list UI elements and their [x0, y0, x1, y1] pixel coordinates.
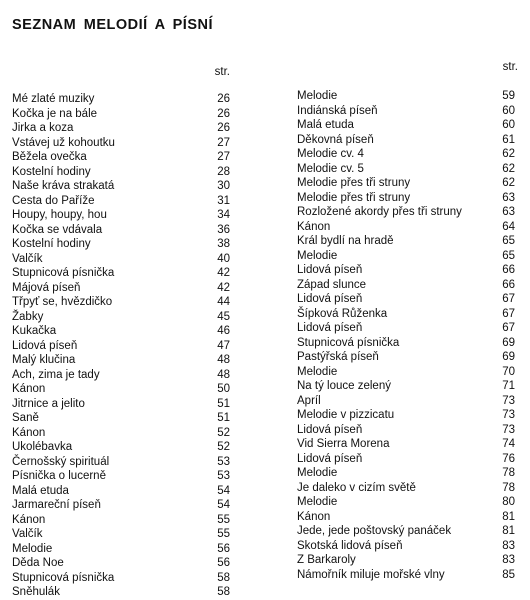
index-entry — [297, 104, 515, 119]
entry-page-number: 42 — [217, 281, 230, 294]
index-entry — [12, 484, 230, 499]
index-entry — [12, 107, 230, 122]
entry-page-number: 65 — [502, 235, 515, 247]
entry-title: Melodie cv. 5 — [297, 162, 364, 175]
right-column — [297, 57, 518, 582]
index-entry — [297, 423, 515, 438]
entry-title: Lidová píseň — [12, 339, 78, 352]
index-entry — [12, 556, 230, 571]
entry-page-number: 83 — [502, 539, 515, 552]
entry-title: Melodie přes tři struny — [297, 177, 411, 189]
left-column — [12, 62, 230, 600]
index-entry — [12, 513, 230, 528]
entry-page-number: 71 — [502, 380, 515, 392]
index-entry — [297, 365, 515, 380]
index-entry — [12, 585, 230, 600]
entry-title: Melodie v pizzicatu — [297, 409, 395, 421]
entry-title: Černošský spirituál — [12, 455, 110, 468]
entry-page-number: 48 — [217, 368, 230, 381]
index-entry — [297, 118, 515, 133]
entry-title: Lidová píseň — [297, 423, 363, 436]
entry-title: Běžela ovečka — [12, 151, 87, 163]
entry-title: Valčík — [12, 528, 43, 540]
index-entry — [297, 147, 515, 162]
entry-title: Melodie přes tři struny — [297, 191, 411, 204]
index-entry — [12, 92, 230, 107]
entry-page-number: 26 — [217, 93, 230, 105]
index-entry — [297, 133, 515, 148]
entry-title: Písnička o lucerně — [12, 470, 106, 482]
entry-page-number: 42 — [217, 267, 230, 279]
entry-page-number: 69 — [502, 351, 515, 363]
entry-page-number: 36 — [217, 223, 230, 236]
entry-page-number: 81 — [502, 525, 515, 537]
index-entry — [12, 426, 230, 441]
entry-title: Houpy, houpy, hou — [12, 209, 107, 221]
index-entry — [297, 292, 515, 307]
entry-page-number: 74 — [502, 438, 515, 450]
entry-title: Stupnicová písnička — [12, 267, 115, 279]
entry-page-number: 26 — [217, 122, 230, 134]
left-column-header — [12, 62, 230, 80]
index-entry — [297, 408, 515, 423]
entry-title: Melodie — [297, 249, 338, 262]
entry-page-number: 85 — [502, 568, 515, 581]
entry-page-number: 60 — [502, 119, 515, 131]
entry-page-number: 52 — [217, 441, 230, 453]
index-entry — [297, 350, 515, 365]
index-entry — [12, 165, 230, 180]
index-entry — [297, 89, 515, 104]
entry-title: Kánon — [12, 426, 46, 439]
index-entry — [12, 368, 230, 383]
entry-page-number: 45 — [217, 310, 230, 323]
entry-page-number: 73 — [502, 394, 515, 407]
entry-title: Melodie — [297, 365, 338, 378]
index-entry — [297, 553, 515, 568]
entry-page-number: 53 — [217, 470, 230, 482]
entry-page-number: 44 — [217, 296, 230, 308]
index-entry — [12, 208, 230, 223]
entry-page-number: 80 — [502, 496, 515, 508]
entry-title: Melodie cv. 4 — [297, 148, 364, 160]
entry-title: Kostelní hodiny — [12, 165, 91, 178]
entry-page-number: 73 — [502, 409, 515, 421]
entry-page-number: 66 — [502, 264, 515, 276]
index-entry — [12, 310, 230, 325]
entry-title: Jede, jede poštovský panáček — [297, 525, 452, 537]
index-entry — [12, 194, 230, 209]
entry-page-number: 81 — [502, 510, 515, 523]
entry-page-number: 30 — [217, 180, 230, 192]
entry-page-number: 52 — [217, 426, 230, 439]
entry-page-number: 67 — [502, 293, 515, 305]
index-entry — [12, 527, 230, 542]
index-entry — [297, 379, 515, 394]
index-entry — [297, 437, 515, 452]
entry-title: Májová píseň — [12, 281, 81, 294]
entry-page-number: 55 — [217, 513, 230, 526]
index-entry — [297, 263, 515, 278]
index-entry — [12, 542, 230, 557]
page-title: SEZNAM MELODIÍ A PÍSNÍ — [12, 17, 213, 33]
index-entry — [12, 440, 230, 455]
entry-title: Skotská lidová píseň — [297, 539, 403, 552]
entry-page-number: 65 — [502, 249, 515, 262]
entry-page-number: 64 — [502, 220, 515, 233]
index-entry — [297, 568, 515, 583]
entry-page-number: 69 — [502, 336, 515, 349]
entry-title: Třpyť se, hvězdičko — [12, 296, 113, 308]
entry-title: Král bydlí na hradě — [297, 235, 394, 247]
entry-title: Jarmareční píseň — [12, 499, 101, 511]
entry-title: Západ slunce — [297, 278, 367, 291]
entry-page-number: 56 — [217, 542, 230, 555]
entry-title: Kočka se vdávala — [12, 223, 103, 236]
entry-title: Indiánská píseň — [297, 104, 378, 117]
entry-title: Melodie — [297, 467, 338, 479]
entry-page-number: 40 — [217, 252, 230, 265]
index-entry — [297, 466, 515, 481]
entry-page-number: 46 — [217, 325, 230, 337]
index-entry — [297, 162, 515, 177]
entry-page-number: 59 — [502, 90, 515, 102]
entry-title: Na tý louce zelený — [297, 380, 391, 392]
entry-title: Stupnicová písnička — [12, 571, 115, 584]
entry-page-number: 31 — [217, 194, 230, 207]
entry-title: Lidová píseň — [297, 293, 363, 305]
index-entry — [297, 495, 515, 510]
entry-title: Melodie — [297, 90, 338, 102]
entry-title: Mé zlaté muziky — [12, 93, 95, 105]
entry-title: Žabky — [12, 310, 44, 323]
right-index-list — [297, 89, 515, 582]
entry-title: Kukačka — [12, 325, 57, 337]
index-entry — [12, 295, 230, 310]
entry-page-number: 56 — [217, 557, 230, 569]
index-entry — [297, 176, 515, 191]
entry-title: Sněhulák — [12, 586, 60, 598]
entry-title: Pastýřská píseň — [297, 351, 379, 363]
entry-title: Kočka je na bále — [12, 107, 98, 120]
index-entry — [12, 179, 230, 194]
entry-title: Stupnicová písnička — [297, 336, 400, 349]
entry-title: Je daleko v cizím světě — [297, 481, 416, 494]
index-entry — [12, 411, 230, 426]
entry-title: Z Barkaroly — [297, 554, 356, 566]
entry-title: Valčík — [12, 252, 43, 265]
entry-page-number: 48 — [217, 354, 230, 366]
entry-title: Malý klučina — [12, 354, 76, 366]
index-entry — [297, 394, 515, 409]
entry-page-number: 78 — [502, 481, 515, 494]
index-entry — [297, 336, 515, 351]
entry-page-number: 50 — [217, 383, 230, 395]
index-entry — [12, 150, 230, 165]
entry-title: Saně — [12, 412, 39, 424]
entry-page-number: 62 — [502, 177, 515, 189]
entry-page-number: 62 — [502, 148, 515, 160]
index-entry — [297, 510, 515, 525]
entry-page-number: 51 — [217, 397, 230, 410]
index-entry — [297, 539, 515, 554]
entry-title: Šípková Růženka — [297, 307, 388, 320]
index-entry — [12, 281, 230, 296]
index-entry — [12, 324, 230, 339]
index-entry — [297, 249, 515, 264]
entry-page-number: 54 — [217, 499, 230, 511]
entry-page-number: 58 — [217, 571, 230, 584]
entry-title: Děkovná píseň — [297, 133, 374, 146]
index-entry — [297, 452, 515, 467]
entry-title: Ach, zima je tady — [12, 368, 100, 381]
right-column-header — [297, 57, 518, 75]
entry-title: Námořník miluje mořské vlny — [297, 568, 445, 581]
index-entry — [12, 223, 230, 238]
index-entry — [297, 234, 515, 249]
page-column-label: str. — [214, 66, 230, 78]
entry-title: Kánon — [297, 510, 331, 523]
entry-page-number: 58 — [217, 586, 230, 598]
left-index-list — [12, 92, 230, 600]
index-entry — [12, 382, 230, 397]
entry-page-number: 73 — [502, 423, 515, 436]
entry-page-number: 51 — [217, 412, 230, 424]
entry-page-number: 66 — [502, 278, 515, 291]
entry-page-number: 60 — [502, 104, 515, 117]
entry-page-number: 38 — [217, 238, 230, 250]
index-entry — [12, 469, 230, 484]
entry-page-number: 53 — [217, 455, 230, 468]
entry-title: Kostelní hodiny — [12, 238, 91, 250]
page-column-label: str. — [502, 61, 518, 73]
entry-page-number: 63 — [502, 191, 515, 204]
index-entry — [12, 266, 230, 281]
entry-title: Kánon — [12, 383, 46, 395]
entry-title: Malá etuda — [297, 119, 354, 131]
entry-page-number: 70 — [502, 365, 515, 378]
entry-title: Lidová píseň — [297, 264, 363, 276]
entry-page-number: 63 — [502, 206, 515, 218]
entry-title: Kánon — [297, 220, 331, 233]
entry-page-number: 83 — [502, 554, 515, 566]
entry-page-number: 27 — [217, 136, 230, 149]
entry-title: Vid Sierra Morena — [297, 438, 390, 450]
entry-title: Lidová píseň — [297, 322, 363, 334]
index-entry — [297, 205, 515, 220]
entry-title: Jitrnice a jelito — [12, 397, 85, 410]
index-entry — [12, 571, 230, 586]
entry-title: Cesta do Paříže — [12, 194, 95, 207]
index-entry — [12, 498, 230, 513]
entry-title: Naše kráva strakatá — [12, 180, 115, 192]
entry-page-number: 28 — [217, 165, 230, 178]
entry-title: Jirka a koza — [12, 122, 74, 134]
index-entry — [12, 121, 230, 136]
entry-page-number: 34 — [217, 209, 230, 221]
entry-page-number: 55 — [217, 528, 230, 540]
index-entry — [12, 455, 230, 470]
entry-title: Vstávej už kohoutku — [12, 136, 115, 149]
entry-page-number: 76 — [502, 452, 515, 465]
entry-title: Apríl — [297, 394, 321, 407]
index-entry — [12, 237, 230, 252]
entry-page-number: 67 — [502, 307, 515, 320]
entry-page-number: 78 — [502, 467, 515, 479]
index-entry — [12, 252, 230, 267]
entry-title: Kánon — [12, 513, 46, 526]
entry-page-number: 62 — [502, 162, 515, 175]
entry-page-number: 54 — [217, 484, 230, 497]
entry-page-number: 67 — [502, 322, 515, 334]
entry-page-number: 47 — [217, 339, 230, 352]
index-entry — [297, 524, 515, 539]
index-entry — [297, 220, 515, 235]
entry-title: Ukolébavka — [12, 441, 73, 453]
index-entry — [12, 339, 230, 354]
index-entry — [297, 321, 515, 336]
index-entry — [297, 278, 515, 293]
entry-title: Děda Noe — [12, 557, 64, 569]
entry-title: Lidová píseň — [297, 452, 363, 465]
index-entry — [297, 481, 515, 496]
entry-title: Rozložené akordy přes tři struny — [297, 206, 462, 218]
index-entry — [12, 397, 230, 412]
index-entry — [12, 136, 230, 151]
entry-title: Melodie — [12, 542, 53, 555]
index-entry — [297, 191, 515, 206]
entry-page-number: 26 — [217, 107, 230, 120]
index-entry — [297, 307, 515, 322]
entry-page-number: 61 — [502, 133, 515, 146]
index-entry — [12, 353, 230, 368]
entry-title: Melodie — [297, 496, 338, 508]
entry-title: Malá etuda — [12, 484, 69, 497]
entry-page-number: 27 — [217, 151, 230, 163]
